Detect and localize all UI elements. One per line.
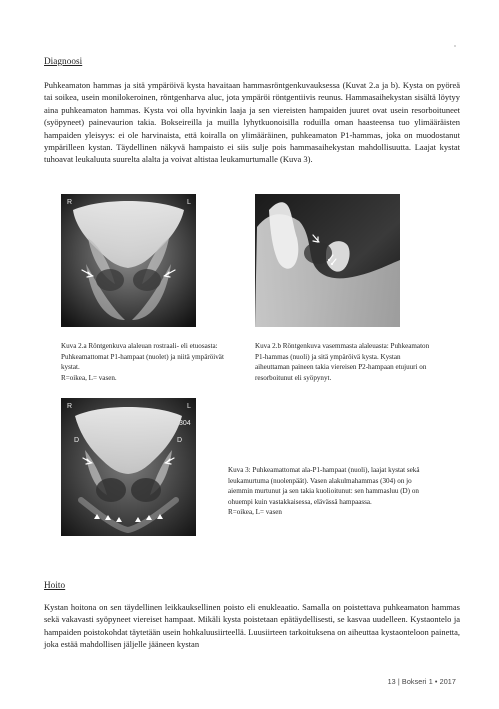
heading-diagnosis: Diagnoosi [44, 56, 83, 66]
page-footer: 13 | Bokseri 1 • 2017 [387, 677, 456, 686]
caption-figure-3: Kuva 3: Puhkeamattomat ala-P1-hampaat (nuoli), laajat kystat sekä leukamurtuma (nuolenpäät). Vasen alakulmahammas (304) on jo aiemmin murtunut ja sen takia kuolioitunut: sen hammasluu (D) on ohuempi kuin vastakkaisessa, elävässä hampaassa. R=oikea, L= vasen [228, 466, 420, 517]
paragraph-treatment: Kystan hoitona on sen täydellinen leikkauksellinen poisto eli enukleaatio. Samalla on poistettava puhkeamaton hammas sekä vakavasti syöpyneet viereiset hampaat. Mikäli kysta poistetaan epätäydellisesti, se kasvaa uudelleen. Kystaontelo ja hampaiden poistokohdat täytetään usein hohkaluusiirteellä. Luusiirteen tarkoituksena on aiheuttaa kystaonteloon painetta, joka estää mahdollisen jäljelle jääneen kystan [44, 602, 460, 650]
figure-2b-xray [255, 194, 400, 327]
caption-figure-2a: Kuva 2.a Röntgenkuva alaleuan rostraali- eli etuosasta: Puhkeamattomat P1-hampaat (nuolet) ja niitä ympäröivät kystat. R=oikea, L= vasen. [61, 342, 224, 382]
figure-3-label-d-left: D [74, 437, 80, 444]
figure-3-label-304: 304 [179, 420, 191, 427]
figure-3-svg [61, 398, 196, 536]
figure-3-label-d-right: D [177, 437, 183, 444]
page-dot-marker [454, 45, 456, 47]
caption-figure-2b: Kuva 2.b Röntgenkuva vasemmasta alaleuasta: Puhkeamaton P1-hammas (nuoli) ja sitä ympäröivä kysta. Kystan aiheuttaman paineen takia viereisen P2-hampaan etujuuri on resorboitunut eli syöpynyt. [255, 342, 430, 382]
figure-2a-xray [61, 194, 196, 327]
figure-3-xray [61, 398, 196, 536]
figure-3-label-l: L [187, 403, 191, 410]
figure-3-label-r: R [67, 403, 73, 410]
figure-2a-label-r: R [67, 199, 73, 206]
heading-treatment: Hoito [44, 580, 66, 590]
figure-2a-svg [61, 194, 196, 327]
figure-2a-label-l: L [187, 199, 191, 206]
paragraph-diagnosis: Puhkeamaton hammas ja sitä ympäröivä kysta havaitaan hammasröntgenkuvauksessa (Kuvat 2.a ja b). Kysta on pyöreä tai soikea, usein monilokeroinen, röntgenharva aluc, jota ympäröi röntgentiivis reunus. Hammasaihekystan sisältä löytyy aina puhkeamaton hammas. Kysta voi olla hyvinkin laaja ja sen viereisten hampaiden juuret ovat usein resorboituneet (syöpyneet) painevaurion takia. Bokseireilla ja muilla lyhytkuonoisilla roduilla oman haasteensa tuo ylimääräisten hampaiden yleisyys: ei ole harvinaista, että koiralla on ylimääräinen, puhkeamaton P1-hammas, joka on muodostanut ympärilleen kystan. Täydellinen näkyvä hampaisto ei siis sulje pois hammasaihekystan mahdollisuutta. Laajat kystat tuhoavat leukaluuta suurelta alalta ja voivat altistaa leukamurtumalle (Kuva 3). [44, 80, 460, 165]
figure-2b-svg [255, 194, 400, 327]
